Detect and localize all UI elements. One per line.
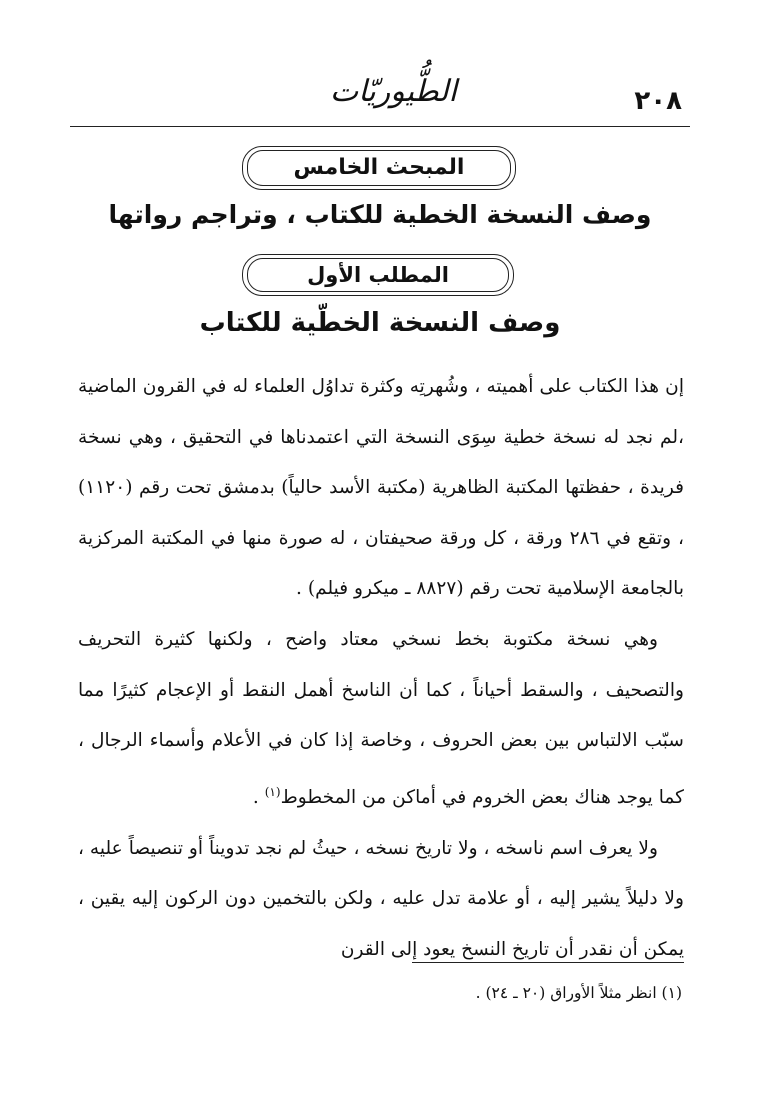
- section-box: [242, 146, 516, 190]
- footnote: (١) انظر مثلاً الأوراق (٢٠ ـ ٢٤) .: [475, 984, 682, 1002]
- header-rule: [70, 126, 690, 127]
- paragraph-1: إن هذا الكتاب على أهميته ، وشُهرتِه وكثرة تداوُل العلماء له في القرون الماضية ،لم نجد له نسخة خطية سِوَى النسخة التي اعتمدناها في التحقيق ، وهي نسخة فريدة ، حفظتها المكتبة الظاهرية (مكتبة الأسد حالياً) بدمشق تحت رقم (١١٢٠) ، وتقع في ٢٨٦ ورقة ، كل ورقة صحيفتان ، له صورة منها في المكتبة المركزية بالجامعة الإسلامية تحت رقم (٨٨٢٧ ـ ميكرو فيلم) .: [78, 376, 684, 600]
- page-number: ٢٠٨: [634, 86, 682, 116]
- section-box-label: المبحث الخامس: [293, 155, 465, 180]
- paragraph-2-end: .: [252, 786, 265, 808]
- page-header: [70, 72, 690, 124]
- section-heading: وصف النسخة الخطية للكتاب ، وتراجم رواتها: [108, 200, 652, 229]
- paragraph-3: ولا يعرف اسم ناسخه ، ولا تاريخ نسخه ، حيثُ لم نجد تدويناً أو تنصيصاً عليه ، ولا دليلاً يشير إليه ، أو علامة تدل عليه ، ولكن بالتخمين دون الركون إليه يقين ، يمكن أن نقدر أن تاريخ النسخ يعود إلى القرن: [78, 837, 684, 960]
- subsection-box-label: المطلب الأول: [307, 263, 449, 287]
- paragraph-2-text: وهي نسخة مكتوبة بخط نسخي معتاد واضح ، ولكنها كثيرة التحريف والتصحيف ، والسقط أحياناً ، كما أن الناسخ أهمل النقط أو الإعجام كثيرًا مما سبّب الالتباس بين بعض الحروف ، وخاصة إذا كان في الأعلام وأسماء الرجال ، كما يوجد هناك بعض الخروم في أماكن من المخطوط: [78, 628, 684, 808]
- footnote-rule: [412, 962, 684, 963]
- footnote-marker: (١): [264, 784, 281, 799]
- subsection-heading: وصف النسخة الخطّية للكتاب: [199, 308, 561, 338]
- subsection-box: [242, 254, 514, 296]
- paragraph-2: [78, 615, 684, 824]
- body-text: [78, 362, 684, 975]
- running-title: الطُّيوريّات: [330, 74, 457, 109]
